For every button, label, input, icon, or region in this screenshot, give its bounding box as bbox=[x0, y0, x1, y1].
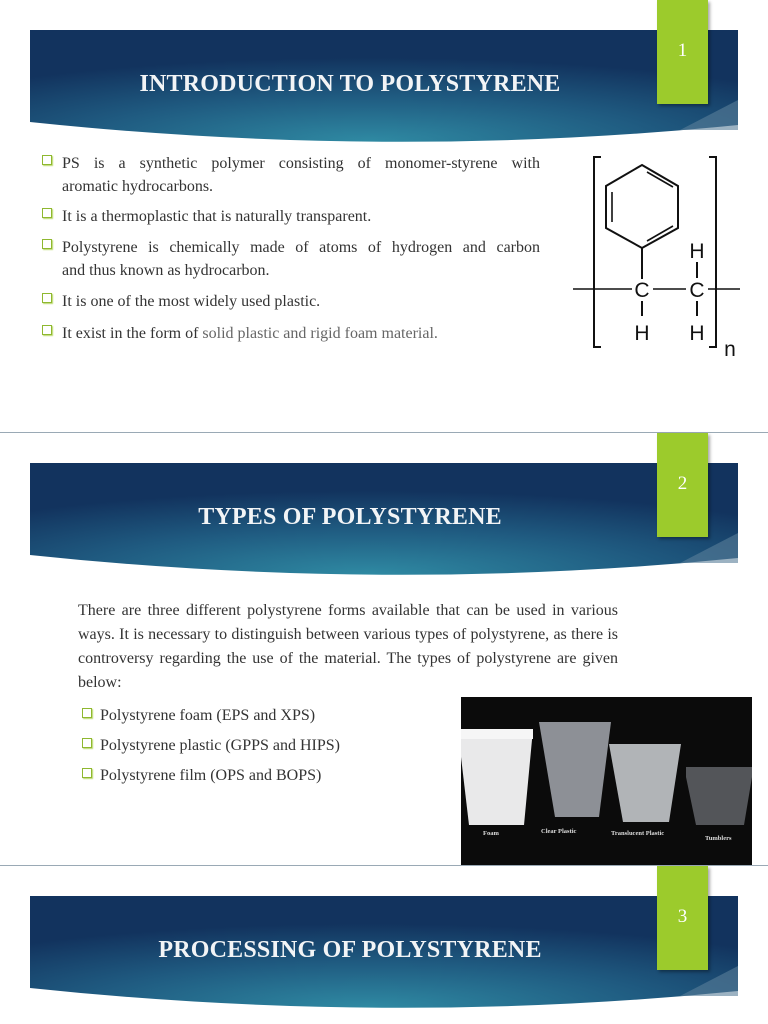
slide-title: TYPES OF POLYSTYRENE bbox=[198, 504, 502, 530]
slide-number-tab bbox=[657, 433, 708, 537]
bullet-item: Polystyrene foam (EPS and XPS) bbox=[100, 707, 316, 724]
bullet-line: It is a thermoplastic that is naturally transparent. bbox=[62, 208, 372, 225]
bullet-item: Polystyrene film (OPS and BOPS) bbox=[100, 767, 322, 784]
hydrogen-atom: H bbox=[689, 240, 705, 263]
title-banner bbox=[30, 463, 738, 583]
photo-label: Foam bbox=[483, 830, 499, 837]
polystyrene-cups-photo bbox=[461, 697, 752, 865]
carbon-atom: C bbox=[634, 279, 650, 302]
slide-number: 2 bbox=[677, 473, 688, 494]
slide-number: 3 bbox=[677, 906, 688, 927]
bullet-line: and thus known as hydrocarbon. bbox=[62, 262, 270, 279]
bullet-square-icon bbox=[82, 768, 92, 778]
slide-title: PROCESSING OF POLYSTYRENE bbox=[158, 937, 542, 963]
bullet-item: Polystyrene plastic (GPPS and HIPS) bbox=[100, 737, 340, 754]
bullet-line: Polystyrene is chemically made of atoms of hydrogen and carbon bbox=[62, 239, 540, 256]
intro-paragraph: There are three different polystyrene forms available that can be used in various ways. It is necessary to distinguish between various types of polystyrene, as there is controversy regarding the use of the material. The types of polystyrene are given below: bbox=[78, 602, 618, 691]
bullet-square-icon bbox=[82, 738, 92, 748]
hydrogen-atom: H bbox=[689, 322, 705, 345]
title-banner bbox=[30, 896, 738, 1016]
repeat-unit-subscript: n bbox=[724, 338, 736, 361]
slide-1 bbox=[0, 0, 768, 432]
carbon-atom: C bbox=[689, 279, 705, 302]
bullet-square-icon bbox=[82, 708, 92, 718]
hydrogen-atom: H bbox=[634, 322, 650, 345]
slide-3 bbox=[0, 866, 768, 1024]
slide-title: INTRODUCTION TO POLYSTYRENE bbox=[139, 71, 561, 97]
photo-label: Translucent Plastic bbox=[611, 830, 665, 837]
photo-label: Tumblers bbox=[705, 835, 732, 842]
photo-label: Clear Plastic bbox=[541, 828, 577, 835]
slide-number: 1 bbox=[677, 40, 688, 61]
bullet-text: It exist in the form of bbox=[62, 325, 203, 342]
polystyrene-structure-diagram bbox=[0, 0, 768, 432]
slide-number-tab bbox=[657, 866, 708, 970]
bullet-line: PS is a synthetic polymer consisting of monomer-styrene with bbox=[62, 155, 540, 172]
bullet-text-highlight: solid plastic and rigid foam material. bbox=[202, 325, 438, 342]
bullet-line: aromatic hydrocarbons. bbox=[62, 178, 214, 195]
bullet-line: It is one of the most widely used plastic. bbox=[62, 293, 321, 310]
